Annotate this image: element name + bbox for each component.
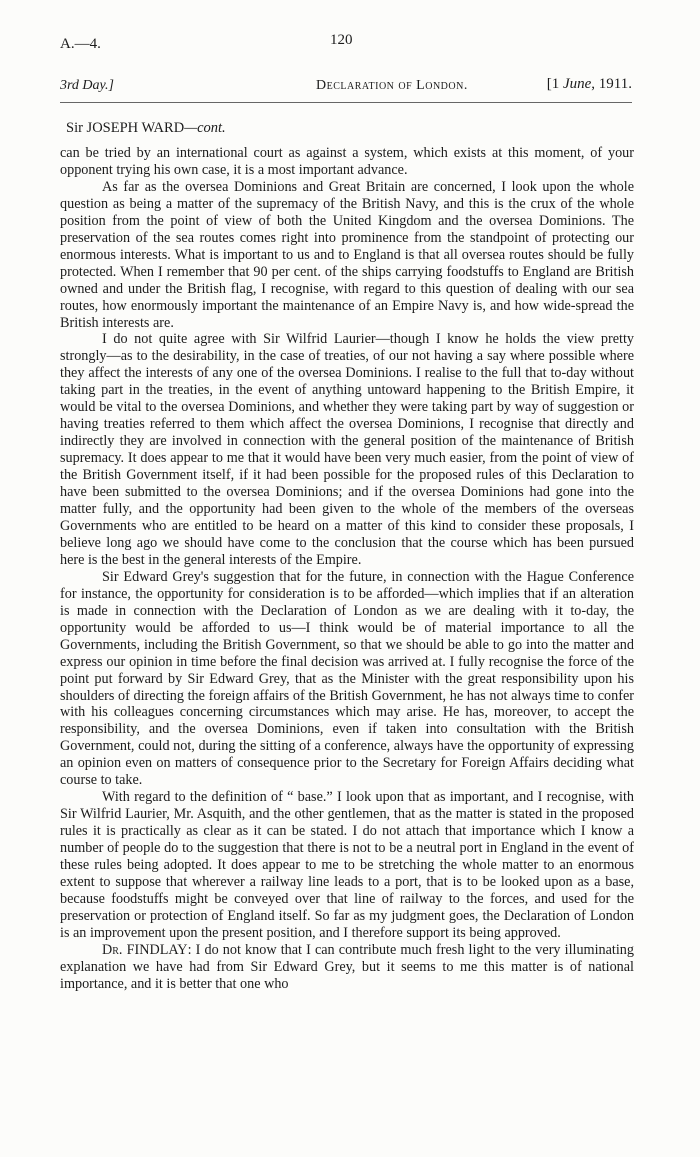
next-speaker-name: Dr. FINDLAY <box>102 941 188 958</box>
document-reference: A.—4. <box>60 36 101 52</box>
date-open: [1 <box>546 76 563 92</box>
sitting-day: 3rd Day.] <box>60 78 114 93</box>
paragraph-6 <box>60 942 634 993</box>
paragraph-3: I do not quite agree with Sir Wilfrid Laurier—though I know he holds the view pretty strongly—as to the desirability, in the case of treaties, of our not having a say where possible where they affect the interests of any one of the oversea Dominions. I realise to the full that to-day without taking part in the treaties, in the event of anything untoward happening to the British Empire, it would be vital to the oversea Dominions, and whether they were taking part by way of suggestion or having treaties referred to them which affect the oversea Dominions, I recognise that directly and indirectly they are involved in connection with the general position of the maintenance of British supremacy. It does appear to me that it would have been very much easier, from the point of view of the British Government itself, if it had been possible for the proposed rules of this Declaration to have been submitted to the oversea Dominions; and if the oversea Dominions had gone into the matter fully, and the opportunity had been given to the whole of the members of the overseas Governments who are entitled to be heard on a matter of this kind to consider these proposals, I believe long ago we should have come to the conclusion that the course which has been pursued here is the best in the general interests of the Empire. <box>60 331 634 568</box>
running-header <box>60 74 632 100</box>
paragraph-4: Sir Edward Grey's suggestion that for the future, in connection with the Hague Conference for instance, the opportunity for consideration is to be afforded—which implies that if an alteration is made in connection with the Declaration of London as we are dealing with it to-day, the opportunity would be afforded to us—I think would be of material importance to all the Governments, including the British Government, so that we should be able to go into the matter and express our opinion in time before the final decision was arrived at. I fully recognise the force of the point put forward by Sir Edward Grey, that as the Minister with the great responsibility upon his shoulders of directing the foreign affairs of the British Government, he has not always time to confer with his colleagues concerning circumstances which may arise. He has, moreover, to accept the responsibility, and the oversea Dominions, even if taken into consultation with the British Government, could not, during the sitting of a conference, always have the opportunity of expressing an opinion even on matters of consequence prior to the Secretary for Foreign Affairs deciding what course to take. <box>60 568 634 789</box>
speaker-continued: —cont. <box>184 120 226 136</box>
date-close: , 1911. <box>591 76 632 92</box>
paragraph-2: As far as the oversea Dominions and Great Britain are concerned, I look upon the whole question as being a matter of the supremacy of the British Navy, and this is the crux of the whole position from the point of view of both the United Kingdom and the oversea Dominions. The preservation of the sea routes comes right into prominence from the standpoint of protecting our enormous interests. What is important to us and to England is that all oversea routes should be fully protected. When I remember that 90 per cent. of the ships carrying foodstuffs to England are British owned and under the British flag, I recognise, with regard to this question of dealing with our sea routes, how enormously important the maintenance of an Empire Navy is, and how wide-spread the British interests are. <box>60 178 634 331</box>
running-title: Declaration of London. <box>316 78 468 93</box>
header-rule <box>60 102 632 103</box>
speaker-name: Sir JOSEPH WARD <box>66 120 185 136</box>
sitting-date <box>547 76 632 93</box>
paragraph-1: can be tried by an international court as against a system, which exists at this moment, of your opponent trying his own case, it is a most important advance. <box>60 145 634 178</box>
date-month: June <box>562 76 592 92</box>
page-number: 120 <box>330 32 353 48</box>
speaker-heading <box>66 120 226 137</box>
paragraph-5: With regard to the definition of “ base.” I look upon that as important, and I recognise, with Sir Wilfrid Laurier, Mr. Asquith, and the other gentlemen, that as the matter is stated in the proposed rules it is practically as clear as it can be stated. I do not attach that importance which I know a number of people do to the suggestion that there is not to be a neutral port in England in the event of these rules being adopted. It does appear to me to be stretching the whole matter to an enormous extent to suppose that wherever a railway line leads to a port, that is to be looked upon as a base, because foodstuffs might be conveyed over that line of railway to the forces, and used for the preservation or protection of England itself. So far as my judgment goes, the Declaration of London is an improvement upon the present position, and I therefore support its being approved. <box>60 789 634 941</box>
paragraph-6-text: : I do not know that I can contribute much fresh light to the very illuminating explanation we have had from Sir Edward Grey, but it seems to me this matter is of national importance, and it is better that one who <box>60 941 634 992</box>
body-text <box>60 145 634 993</box>
